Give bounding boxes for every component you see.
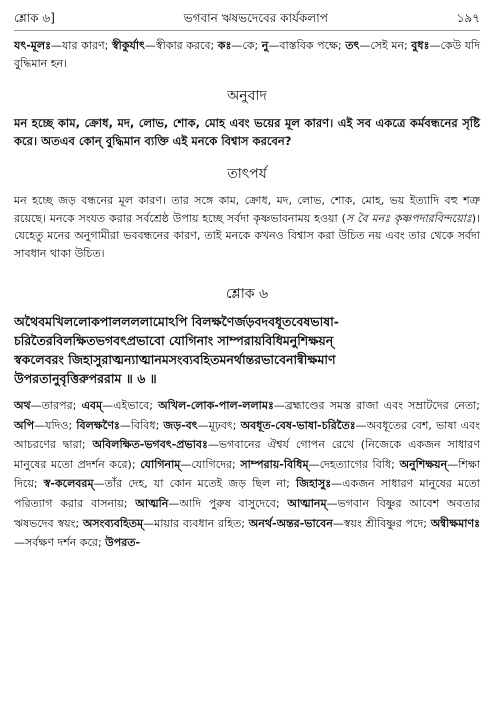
sanskrit-word: অবধূত-বেষ-ভাষা-চরিতৈঃ — [240, 418, 356, 432]
word-meaning: —ভগবান বিষ্ণুর আবেশ অবতার ঋষভদেব স্বয়ং; — [14, 496, 480, 530]
sanskrit-word: যৎ-মূলঃ — [14, 39, 51, 52]
word-meaning: —যদিও; — [34, 418, 77, 432]
sanskrit-word: কঃ — [217, 39, 232, 52]
sanskrit-word: অন্বীক্ষমাণঃ — [430, 516, 480, 530]
word-meaning: —দেহত্যাগের বিধি; — [308, 457, 400, 471]
sanskrit-word: এবম্ — [81, 399, 103, 412]
word-meaning: —সেই মন; — [359, 39, 412, 52]
word-meaning: —তাঁর দেহ, যা কোন মতেই জড় ছিল না; — [93, 477, 297, 491]
sanskrit-word: অসংব্যবহিতম্ — [82, 516, 144, 530]
page-number: ১৯৭ — [456, 11, 480, 25]
sanskrit-word: জড়-বৎ — [163, 418, 198, 432]
verse-text — [14, 312, 480, 388]
word-meaning: —অবধূতের বেশ, ভাষা এবং আচরণের দ্বারা; — [14, 418, 480, 452]
translation-text: মন হচ্ছে কাম, ক্রোধ, মদ, লোভ, শোক, মোহ এবং ভয়ের মূল কারণ। এই সব একত্রে কর্মবন্ধনের সৃষ্টি করে। অতএব কোন্ বুদ্ধিমান ব্যক্তি এই মনকে বিশ্বাস করবেন? — [14, 116, 480, 148]
word-meaning: —আদি পুরুষ বাসুদেবে; — [168, 496, 288, 510]
purport-quote: স বৈ মনঃ কৃষ্ণপদারবিন্দয়োঃ — [345, 211, 472, 225]
word-meanings-continued — [14, 37, 480, 72]
sanskrit-word: অনর্থ-অন্তর-ভাবেন — [248, 516, 333, 530]
sanskrit-word: যোগিনাম্ — [140, 457, 181, 471]
sanskrit-word: নু — [261, 39, 269, 52]
word-meanings — [14, 396, 480, 553]
verse-heading: শ্লোক ৬ — [225, 286, 269, 302]
word-meaning: —স্বয়ং শ্রীবিষ্ণুর পদে; — [332, 516, 431, 530]
sanskrit-word: অথ — [14, 399, 31, 412]
word-meaning: —মায়ার ব্যবধান রহিত; — [143, 516, 249, 530]
word-meaning: —বিবিধ; — [119, 418, 164, 432]
verse-line: চরিতৈরবিলক্ষিতভগবৎপ্রভাবো যোগিনাং সাম্পরায়বিধিমনুশিক্ষয়ন্ — [14, 333, 334, 348]
purport-text-part-1: মন হচ্ছে জড় বন্ধনের মূল কারণ। তার সঙ্গে কাম, ক্রোধ, মদ, লোভ, শোক, মোহ, ভয় ইত্যাদি বহু শত্রু রয়েছে। মনকে সংযত করার সর্বশ্রেষ্ঠ উপায় হচ্ছে সর্বদা কৃষ্ণভাবনাময় হওয়া ( — [14, 194, 480, 225]
chapter-title: ভগবান ঋষভদেবের কার্যকলাপ — [183, 11, 328, 25]
word-meaning: —একজন সাধারণ মানুষের মতো পরিত্যাগ করার বাসনায়; — [14, 477, 480, 510]
sanskrit-word: আত্মানম্ — [287, 496, 327, 510]
sanskrit-word: জিহাসুঃ — [296, 477, 332, 491]
verse-line: স্বকলেবরং জিহাসুরাত্মন্যাত্মানমসংব্যবহিতমনর্থান্তরভাবেনান্বীক্ষমাণ — [14, 352, 336, 367]
verse-reference: শ্লোক ৬] — [14, 11, 55, 25]
word-meaning: —স্বীকার করবে; — [144, 39, 218, 52]
sanskrit-word: বিলক্ষণৈঃ — [76, 418, 120, 432]
verse-line: অথৈবমখিললোকপাললললামোঽপি বিলক্ষণৈর্জড়বদবধূতবেষভাষা- — [14, 314, 339, 329]
sanskrit-word: সাম্পরায়-বিধিম্ — [240, 457, 309, 471]
word-meaning: —সর্বক্ষণ দর্শন করে; — [14, 536, 106, 550]
word-meaning: —মূঢ়বৎ; — [197, 418, 241, 432]
translation-heading: অনুবাদ — [227, 88, 267, 104]
sanskrit-word: আত্মনি — [135, 496, 169, 510]
sanskrit-word: উপরত- — [105, 536, 141, 550]
purport-text — [14, 192, 480, 262]
sanskrit-word: অপি — [14, 418, 35, 432]
running-header — [14, 10, 480, 31]
word-meaning: —ভগবানের ঐশ্বর্য গোপন রেখে (নিজেকে একজন সাধারণ মানুষের মতো প্রদর্শন করে); — [14, 438, 480, 471]
sanskrit-word: স্ব-কলেবরম্ — [43, 477, 94, 491]
sanskrit-word: তৎ — [345, 39, 360, 52]
word-meaning: —যার কারণ; — [50, 39, 112, 52]
sanskrit-word: অখিল-লোক-পাল-ললামঃ — [158, 399, 274, 412]
sanskrit-word: অবিলক্ষিত-ভগবৎ-প্রভাবঃ — [92, 438, 208, 452]
sanskrit-word: স্বীকুর্যাৎ — [111, 39, 145, 52]
verse-line: উপরতানুবৃত্তিরুপররাম ॥ ৬ ॥ — [14, 371, 157, 386]
book-page — [14, 10, 480, 710]
word-meaning: —কেউ যদি বুদ্ধিমান হন। — [14, 39, 480, 70]
word-meaning: —এইভাবে; — [102, 399, 159, 412]
word-meaning: —কে; — [231, 39, 262, 52]
word-meaning: —বাস্তবিক পক্ষে; — [268, 39, 346, 52]
sanskrit-word: বুধঃ — [411, 39, 430, 52]
purport-text-part-2: )। যেহেতু মনের অনুগামীরা ভববন্ধনের কারণ, তাই মনকে কখনও বিশ্বাস করা উচিত নয় এবং তার থেকে সর্বদা সাবধান থাকা উচিত। — [14, 211, 480, 260]
word-meaning: —তারপর; — [30, 399, 82, 412]
purport-heading: তাৎপর্য — [227, 166, 267, 182]
word-meaning: —ব্রহ্মাণ্ডের সমস্ত রাজা এবং সম্রাটদের নেতা; — [273, 399, 481, 412]
sanskrit-word: অনুশিক্ষয়ন্ — [399, 457, 448, 471]
word-meaning: —যোগিদের; — [180, 457, 241, 471]
word-meaning: —শিক্ষা দিয়ে; — [14, 457, 480, 491]
